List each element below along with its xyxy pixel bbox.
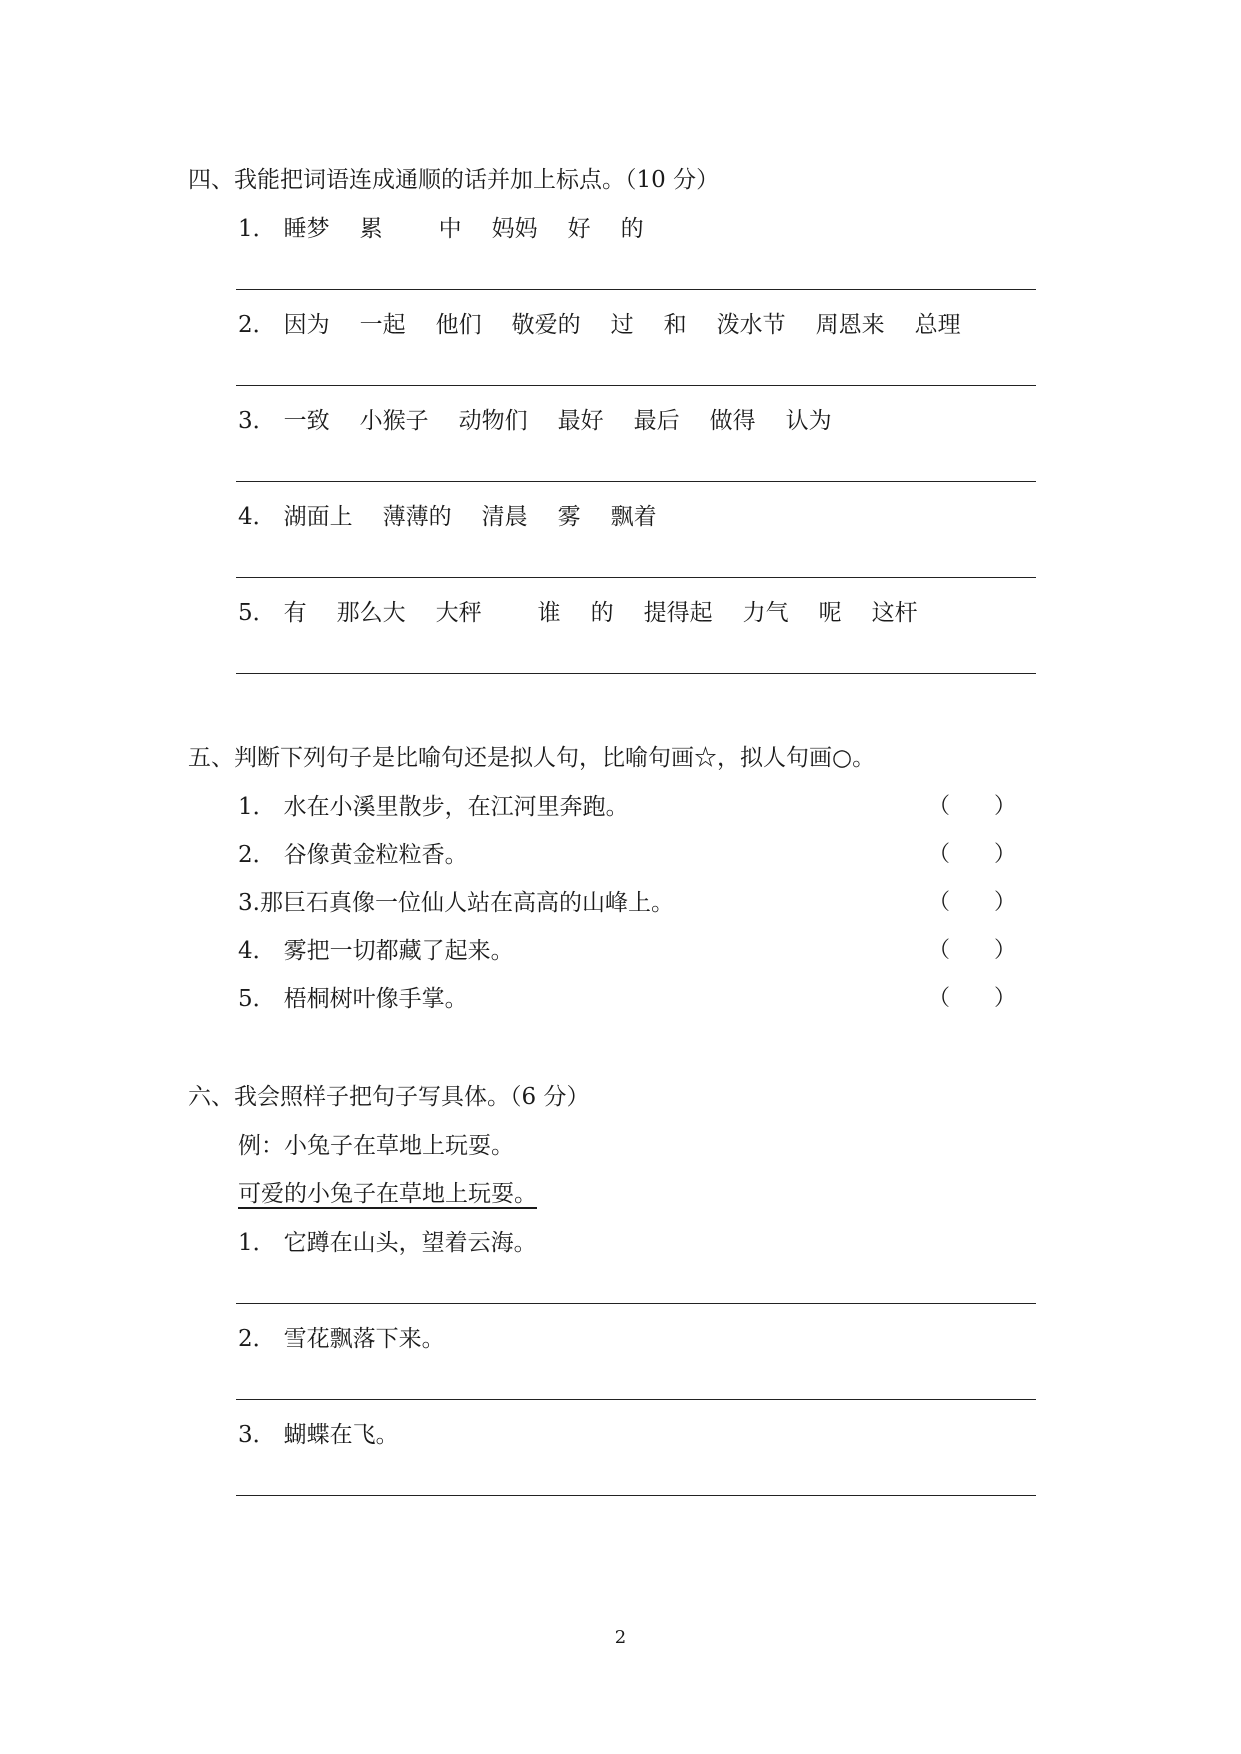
section5-item-3: 3.那巨石真像一位仙人站在高高的山峰上。	[238, 890, 674, 916]
answer-line[interactable]	[236, 1399, 1036, 1400]
answer-paren[interactable]: （ ）	[928, 842, 1017, 867]
answer-line[interactable]	[236, 289, 1036, 290]
answer-paren[interactable]: （ ）	[928, 890, 1017, 915]
section5-title: 五、判断下列句子是比喻句还是拟人句，比喻句画☆，拟人句画○。	[188, 745, 876, 771]
answer-line[interactable]	[236, 1495, 1036, 1496]
section4-item-1: 1． 睡梦 累 中 妈妈 好 的	[238, 216, 644, 242]
section5-item-4: 4． 雾把一切都藏了起来。	[238, 938, 514, 964]
answer-paren[interactable]: （ ）	[928, 794, 1017, 819]
answer-line[interactable]	[236, 673, 1036, 674]
answer-line[interactable]	[236, 481, 1036, 482]
answer-line[interactable]	[236, 577, 1036, 578]
section6-item-1: 1． 它蹲在山头，望着云海。	[238, 1230, 537, 1256]
section5-item-5: 5． 梧桐树叶像手掌。	[238, 986, 468, 1012]
section6-example-answer: 可爱的小兔子在草地上玩耍。	[238, 1181, 537, 1207]
section6-title: 六、我会照样子把句子写具体。（6 分）	[188, 1084, 590, 1110]
section4-title: 四、我能把词语连成通顺的话并加上标点。（10 分）	[188, 167, 720, 193]
page-number: 2	[614, 1627, 627, 1648]
section4-item-4: 4． 湖面上 薄薄的 清晨 雾 飘着	[238, 504, 657, 530]
section4-item-2: 2． 因为 一起 他们 敬爱的 过 和 泼水节 周恩来 总理	[238, 312, 961, 338]
section6-item-2: 2． 雪花飘落下来。	[238, 1326, 445, 1352]
section5-item-1: 1． 水在小溪里散步，在江河里奔跑。	[238, 794, 629, 820]
section4-item-3: 3． 一致 小猴子 动物们 最好 最后 做得 认为	[238, 408, 832, 434]
section4-item-5: 5． 有 那么大 大秤 谁 的 提得起 力气 呢 这杆	[238, 600, 918, 626]
section6-item-3: 3． 蝴蝶在飞。	[238, 1422, 399, 1448]
answer-paren[interactable]: （ ）	[928, 986, 1017, 1011]
answer-line[interactable]	[236, 385, 1036, 386]
section5-item-2: 2． 谷像黄金粒粒香。	[238, 842, 468, 868]
section6-example: 例：小兔子在草地上玩耍。	[238, 1133, 514, 1159]
answer-paren[interactable]: （ ）	[928, 938, 1017, 963]
answer-line[interactable]	[236, 1303, 1036, 1304]
